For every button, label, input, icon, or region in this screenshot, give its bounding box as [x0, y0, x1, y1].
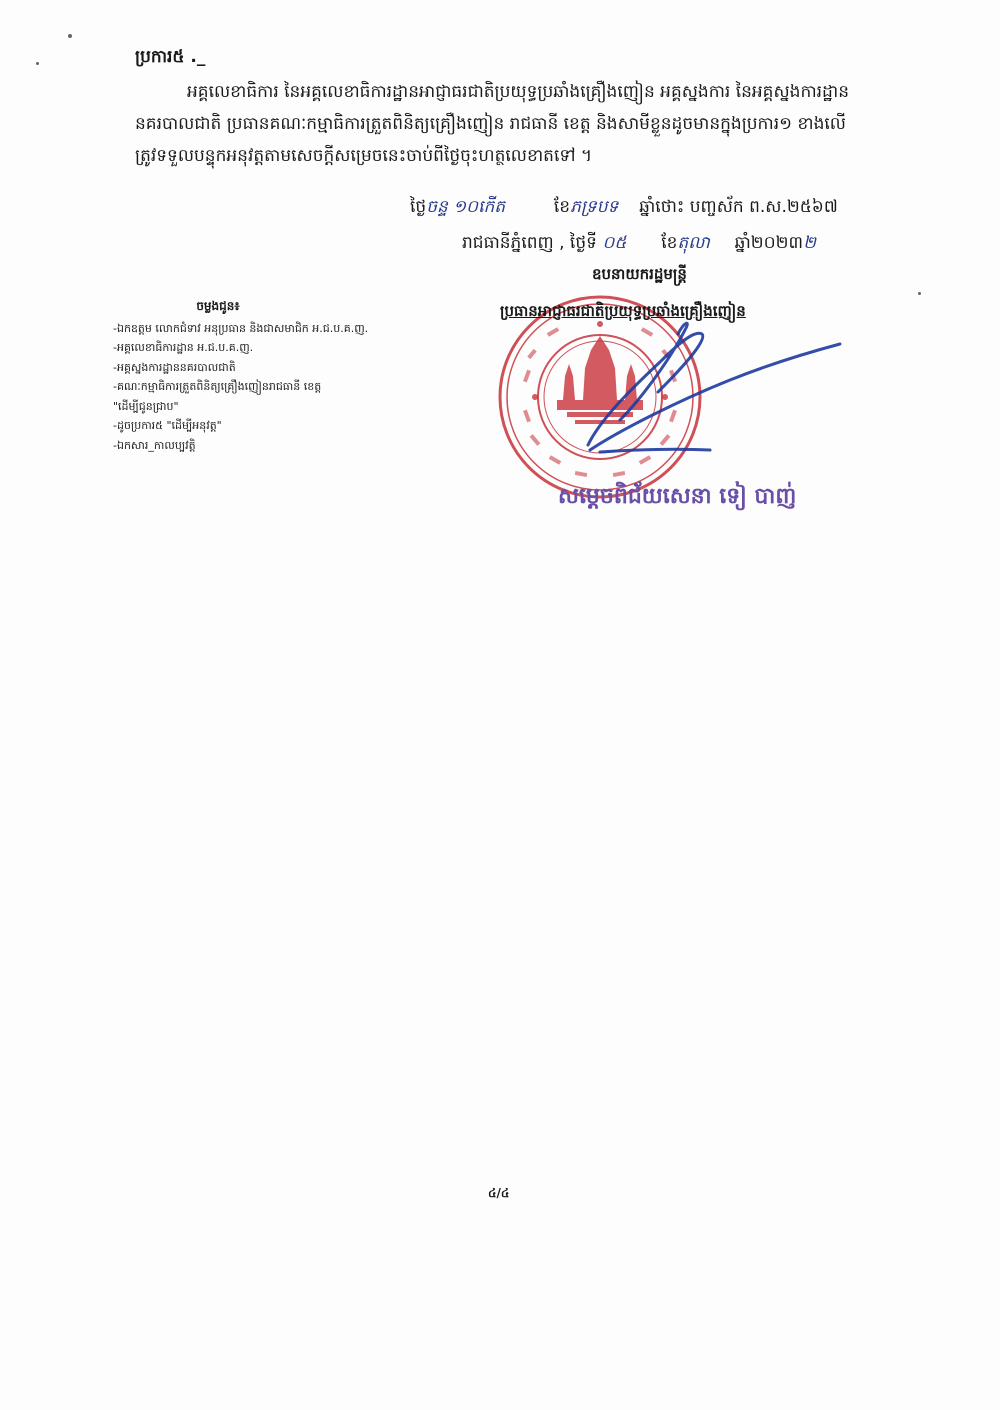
scan-speck: [68, 34, 72, 38]
recipient-item: -អគ្គលេខាធិការដ្ឋាន អ.ជ.ប.គ.ញ.: [113, 341, 254, 354]
recipients-heading: ចម្លងជូន៖: [196, 299, 240, 313]
body-line: អគ្គលេខាធិការ នៃអគ្គលេខាធិការដ្ឋានអាជ្ញាធរជាតិប្រយុទ្ធប្រឆាំងគ្រឿងញៀន អគ្គស្នងការ នៃអគ្គស្នងការដ្ឋាន: [187, 82, 850, 102]
solar-month-label: ខែ: [661, 233, 678, 253]
lunar-month-label: ខែ: [553, 197, 571, 217]
signer-name: សម្តេចពិជ័យសេនា ទៀ បាញ់: [558, 483, 797, 509]
scan-speck: [918, 292, 921, 295]
lunar-day-value: ចន្ទ ១០កើត: [426, 197, 506, 217]
lunar-month-value: ភទ្របទ: [570, 197, 619, 217]
solar-day-value: ០៥: [602, 233, 627, 253]
lunar-year-text: ឆ្នាំថោះ បញ្ចស័ក ព.ស.២៥៦៧: [639, 197, 838, 217]
recipient-item: -អគ្គស្នងការដ្ឋាននគរបាលជាតិ: [113, 360, 236, 374]
article-body: [135, 76, 895, 172]
page-number: ៤/៤: [488, 1186, 510, 1200]
solar-year-mark: ២: [803, 233, 816, 253]
recipient-item: -ដូចប្រការ៥ "ដើម្បីអនុវត្ត": [113, 419, 222, 432]
solar-year-label: ឆ្នាំ២០២៣: [734, 233, 804, 253]
recipient-item: -ឯកឧត្តម លោកជំទាវ អនុប្រធាន និងជាសមាជិក អ.ជ.ប.គ.ញ.: [113, 321, 369, 335]
recipient-item: -គណៈកម្មាធិការត្រួតពិនិត្យគ្រឿងញៀនរាជធានី ខេត្ត: [113, 380, 322, 393]
signer-position: ប្រធានអាជ្ញាធរជាតិប្រយុទ្ធប្រឆាំងគ្រឿងញៀន: [500, 302, 746, 320]
handwritten-signature: [560, 300, 850, 460]
scan-speck: [36, 62, 39, 65]
body-line: នគរបាលជាតិ ប្រធានគណៈកម្មាធិការត្រួតពិនិត្យគ្រឿងញៀន រាជធានី ខេត្ត និងសាមីខ្លួនដូចមានក្នុងប្រការ១ ខាងលើ: [135, 114, 846, 134]
article-heading: ប្រការ៥ ._: [135, 47, 206, 67]
body-line: ត្រូវទទួលបន្ទុកអនុវត្តតាមសេចក្តីសម្រេចនេះចាប់ពីថ្ងៃចុះហត្ថលេខាតទៅ ។: [135, 146, 593, 166]
copy-recipients-list: [113, 297, 368, 455]
lunar-day-label: ថ្ងៃ: [410, 197, 427, 217]
recipient-item: "ដើម្បីជូនជ្រាប": [113, 399, 179, 413]
solar-date-line: [462, 232, 816, 257]
lunar-date-line: [410, 196, 838, 221]
solar-place-text: រាជធានីភ្នំពេញ , ថ្ងៃទី: [462, 233, 597, 253]
signer-title: ឧបនាយករដ្ឋមន្ត្រី: [592, 265, 687, 283]
recipient-item: -ឯកសារ_កាលប្បវត្តិ: [113, 438, 196, 452]
solar-month-value: តុលា: [677, 233, 710, 253]
